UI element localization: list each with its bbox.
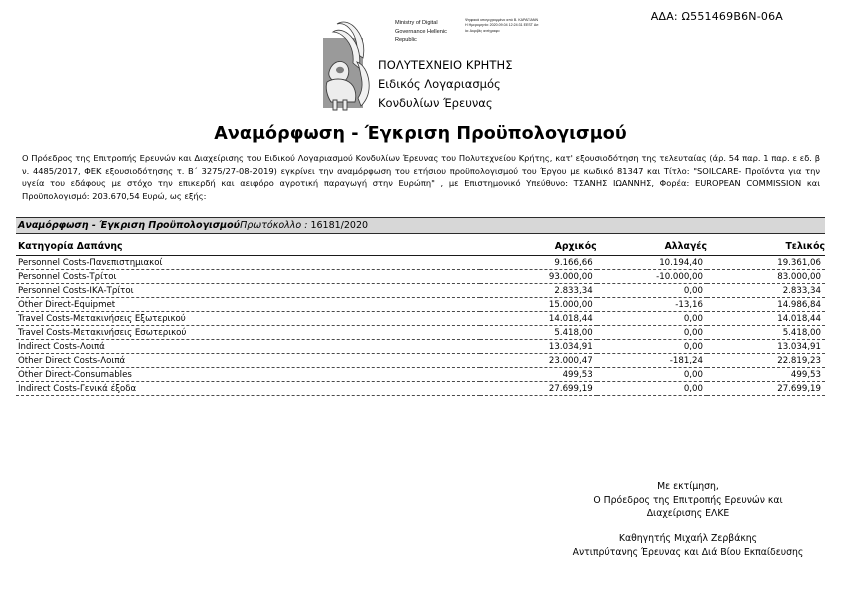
document-header-logo (313, 18, 538, 121)
digital-signature-stamp (395, 18, 540, 60)
ada-code: ΑΔΑ: Ω551469Β6Ν-06Α (650, 10, 783, 23)
signature-line-2: Ο Πρόεδρος της Επιτροπής Ερευνών και (593, 494, 783, 506)
table-row (16, 256, 825, 270)
cell-initial: 5.418,00 (480, 326, 597, 340)
table-row (16, 340, 825, 354)
table-row (16, 270, 825, 284)
cell-category: Personnel Costs-ΙΚΑ-Τρίτοι (16, 284, 480, 298)
cell-final: 2.833,34 (707, 284, 825, 298)
intro-paragraph: Ο Πρόεδρος της Επιτροπής Ερευνών και Διαχείρισης του Ειδικού Λογαριασμού Κονδυλίων Έρευνας του Πολυτεχνείου Κρήτης, κατ' εξουσιοδότηση της τελευταίας (άρ. 54 παρ. 1 παρ. ε εδ. β ν. 4485/2017, ΦΕΚ εξουσιοδότησης τ. Β΄ 3275/27-08-2019) εγκρίνει την αναμόρφωση του ετήσιου προϋπολογισμού του Έργου με κωδικό 81347 και Τίτλο: "SOILCARE- Προϊόντα για την υγεία του εδάφους με στόχο την επικερδή και αειφόρο αγροτική παραγωγή στην Ευρώπη" , με Επιστημονικό Υπεύθυνο: ΤΣΑΝΗΣ ΙΩΑΝΝΗΣ, Φορέα: EUROPEAN COMMISSION και Προϋπολογισμό: 203.670,54 Ευρώ, ως εξής: (22, 153, 820, 201)
budget-table-head (16, 240, 825, 256)
page-title: Αναμόρφωση - Έγκριση Προϋπολογισμού (214, 124, 627, 144)
protocol-label: Πρωτόκολλο : (240, 220, 311, 231)
cell-final: 13.034,91 (707, 340, 825, 354)
ministry-stamp-right-text: Ψηφιακά υπογεγραμμένο από Β. ΚΑΡΑΓΙΑΝΝΗ Ημερομηνία: 2020.09.04 12:24:31 EEST Αιτία: Ακριβές αντίγραφο (465, 18, 539, 33)
table-row (16, 326, 825, 340)
signatory-block (552, 532, 824, 560)
column-header-category: Κατηγορία Δαπάνης (16, 240, 480, 256)
section-band-content (16, 218, 825, 231)
budget-table (16, 240, 825, 396)
cell-changes: 0,00 (597, 368, 707, 382)
cell-category: Travel Costs-Μετακινήσεις Εξωτερικού (16, 312, 480, 326)
table-row (16, 354, 825, 368)
cell-initial: 15.000,00 (480, 298, 597, 312)
signatory-name: Καθηγητής Μιχαήλ Ζερβάκης (618, 533, 758, 544)
cell-changes: -13,16 (597, 298, 707, 312)
cell-changes: 10.194,40 (597, 256, 707, 270)
signature-closing-block (552, 480, 824, 521)
cell-initial: 13.034,91 (480, 340, 597, 354)
technical-university-of-crete-emblem-icon (313, 18, 375, 118)
table-row (16, 312, 825, 326)
table-row (16, 368, 825, 382)
cell-category: Other Direct-Equipmet (16, 298, 480, 312)
cell-category: Travel Costs-Μετακινήσεις Εσωτερικού (16, 326, 480, 340)
signatory-role: Αντιπρύτανης Έρευνας και Διά Βίου Εκπαίδευσης (572, 547, 804, 558)
column-header-initial: Αρχικός (480, 240, 597, 256)
table-row (16, 382, 825, 396)
cell-changes: 0,00 (597, 382, 707, 396)
cell-category: Indirect Costs-Λοιπά (16, 340, 480, 354)
cell-category: Personnel Costs-Πανεπιστημιακοί (16, 256, 480, 270)
organization-name-block (378, 56, 538, 113)
ministry-stamp-left-text: Ministry of Digital Governance Hellenic Republic (395, 20, 447, 44)
table-row (16, 284, 825, 298)
cell-final: 27.699,19 (707, 382, 825, 396)
cell-final: 22.819,23 (707, 354, 825, 368)
budget-table-body (16, 256, 825, 396)
cell-initial: 2.833,34 (480, 284, 597, 298)
section-band-heading: Αναμόρφωση - Έγκριση Προϋπολογισμού (18, 220, 241, 231)
cell-final: 499,53 (707, 368, 825, 382)
cell-initial: 93.000,00 (480, 270, 597, 284)
org-name-line-1: ΠΟΛΥΤΕΧΝΕΙΟ ΚΡΗΤΗΣ (378, 58, 513, 72)
cell-initial: 9.166,66 (480, 256, 597, 270)
table-row (16, 298, 825, 312)
cell-category: Indirect Costs-Γενικά έξοδα (16, 382, 480, 396)
cell-changes: 0,00 (597, 326, 707, 340)
section-band (16, 217, 825, 234)
cell-changes: 0,00 (597, 312, 707, 326)
cell-changes: 0,00 (597, 340, 707, 354)
cell-category: Other Direct Costs-Λοιπά (16, 354, 480, 368)
org-name-line-3: Κονδυλίων Έρευνας (378, 96, 493, 110)
protocol-value: 16181/2020 (310, 220, 369, 231)
column-header-final: Τελικός (707, 240, 825, 256)
cell-final: 83.000,00 (707, 270, 825, 284)
org-name-line-2: Ειδικός Λογαριασμός (378, 77, 501, 91)
cell-final: 14.018,44 (707, 312, 825, 326)
signature-line-3: Διαχείρισης ΕΛΚΕ (646, 508, 730, 519)
cell-initial: 14.018,44 (480, 312, 597, 326)
cell-initial: 23.000,47 (480, 354, 597, 368)
cell-changes: -181,24 (597, 354, 707, 368)
cell-initial: 499,53 (480, 368, 597, 382)
cell-final: 5.418,00 (707, 326, 825, 340)
cell-category: Personnel Costs-Τρίτοι (16, 270, 480, 284)
signature-line-1: Με εκτίμηση, (657, 481, 719, 492)
cell-category: Other Direct-Consumables (16, 368, 480, 382)
column-header-changes: Αλλαγές (597, 240, 707, 256)
cell-changes: -10.000,00 (597, 270, 707, 284)
cell-initial: 27.699,19 (480, 382, 597, 396)
cell-changes: 0,00 (597, 284, 707, 298)
cell-final: 19.361,06 (707, 256, 825, 270)
table-header-row (16, 240, 825, 256)
cell-final: 14.986,84 (707, 298, 825, 312)
